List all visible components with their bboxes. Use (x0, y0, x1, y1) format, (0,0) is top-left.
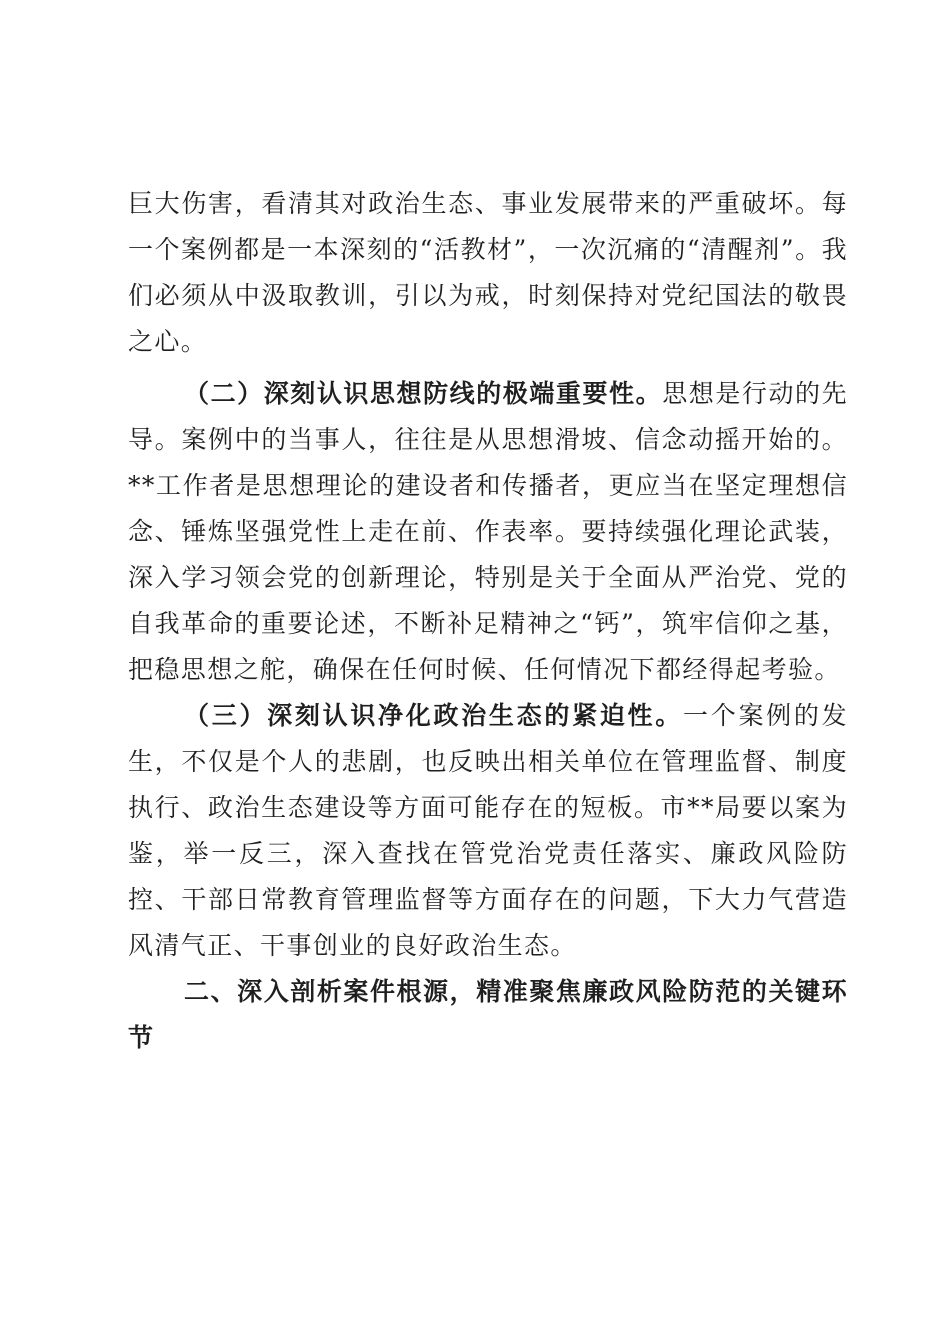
section-paragraph-3 (128, 693, 848, 969)
chapter-heading-2-text: 二、深入剖析案件根源，精准聚焦廉政风险防范的关键环节 (128, 977, 848, 1052)
paragraph-1-text: 巨大伤害，看清其对政治生态、事业发展带来的严重破坏。每一个案例都是一本深刻的“活教材”，一次沉痛的“清醒剂”。我们必须从中汲取教训，引以为戒，时刻保持对党纪国法的敬畏之心。 (128, 189, 848, 356)
section-2-body: 思想是行动的先导。案例中的当事人，往往是从思想滑坡、信念动摇开始的。**工作者是思想理论的建设者和传播者，更应当在坚定理想信念、锤炼坚强党性上走在前、作表率。要持续强化理论武装，深入学习领会党的创新理论，特别是关于全面从严治党、党的自我革命的重要论述，不断补足精神之“钙”，筑牢信仰之基，把稳思想之舵，确保在任何时候、任何情况下都经得起考验。 (128, 379, 848, 684)
section-3-body: 一个案例的发生，不仅是个人的悲剧，也反映出相关单位在管理监督、制度执行、政治生态建设等方面可能存在的短板。市**局要以案为鉴，举一反三，深入查找在管党治党责任落实、廉政风险防控、干部日常教育管理监督等方面存在的问题，下大力气营造风清气正、干事创业的良好政治生态。 (128, 701, 849, 960)
paragraph-continuation (128, 181, 848, 365)
section-paragraph-2 (128, 371, 848, 693)
section-3-lead-heading: （三）深刻认识净化政治生态的紧迫性。 (184, 701, 683, 730)
section-2-lead-heading: （二）深刻认识思想防线的极端重要性。 (184, 379, 663, 408)
chapter-heading-2 (128, 969, 848, 1061)
